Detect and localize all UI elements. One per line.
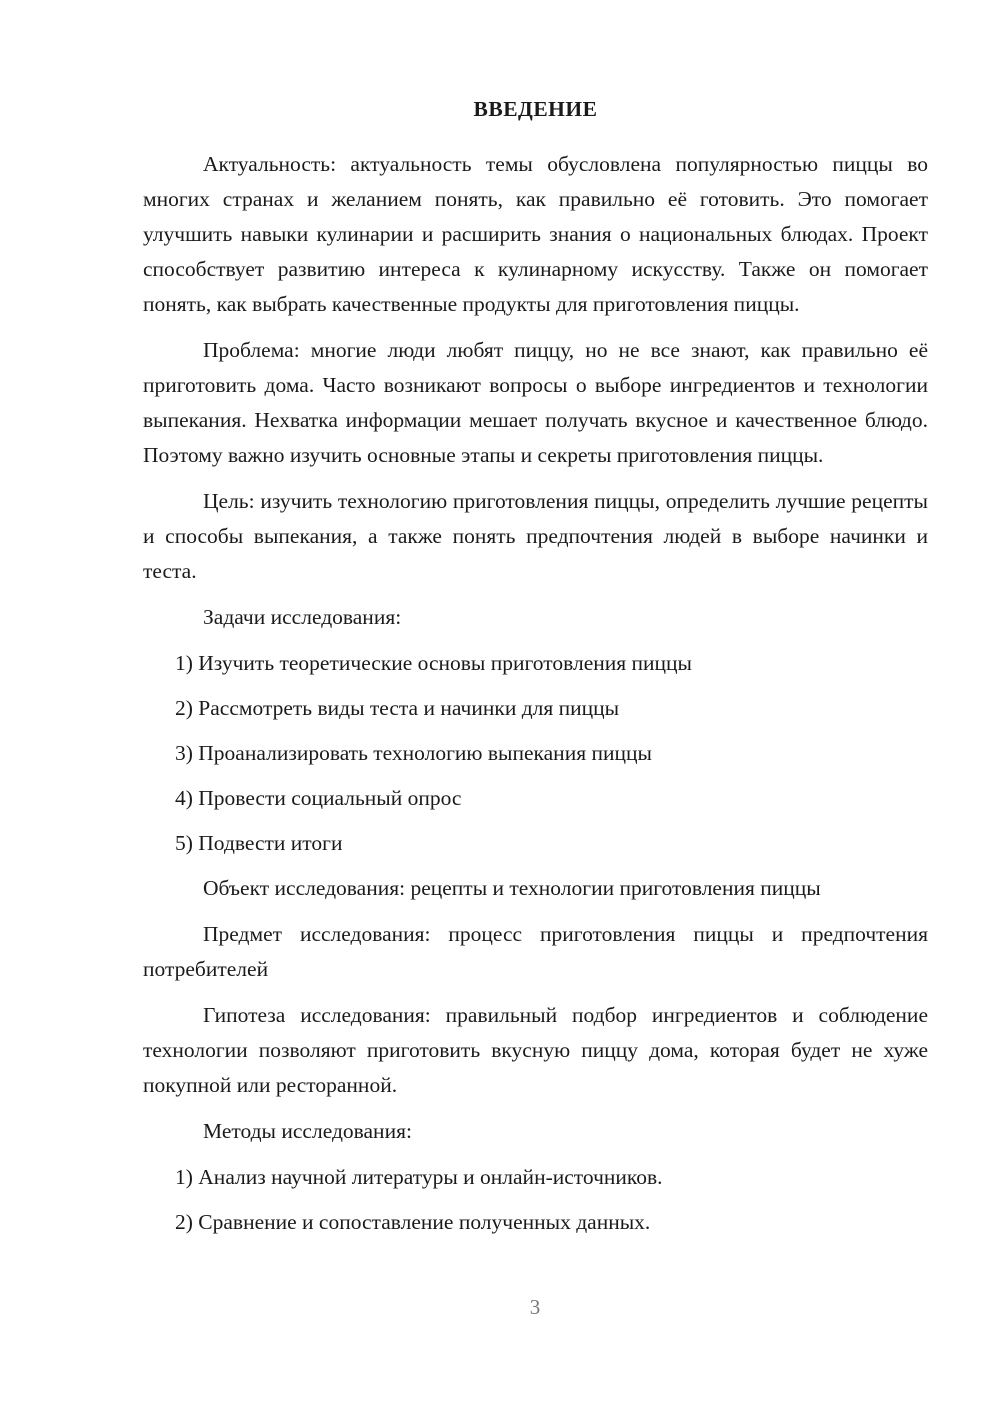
list-item: 4) Провести социальный опрос (175, 786, 462, 810)
object-paragraph: Объект исследования: рецепты и технологии приготовления пиццы (203, 876, 821, 900)
hypothesis-paragraph: Гипотеза исследования: правильный подбор ингредиентов и соблюдение технологии позволяют приготовить вкусную пиццу дома, которая будет не хуже покупной или ресторанной. (143, 1003, 928, 1097)
methods-heading: Методы исследования: (203, 1119, 412, 1143)
methods-list (143, 1160, 928, 1240)
tasks-list (143, 646, 928, 861)
problem-paragraph: Проблема: многие люди любят пиццу, но не все знают, как правильно её приготовить дома. Часто возникают вопросы о выборе ингредиентов и технологии выпекания. Нехватка информации мешает получать вкусное и качественное блюдо. Поэтому важно изучить основные этапы и секреты приготовления пиццы. (143, 338, 928, 467)
document-title: ВВЕДЕНИЕ (473, 97, 598, 121)
list-item: 1) Анализ научной литературы и онлайн-источников. (175, 1165, 663, 1189)
relevance-paragraph: Актуальность: актуальность темы обусловлена популярностью пиццы во многих странах и желанием понять, как правильно её готовить. Это помогает улучшить навыки кулинарии и расширить знания о национальных блюдах. Проект способствует развитию интереса к кулинарному искусству. Также он помогает понять, как выбрать качественные продукты для приготовления пиццы. (143, 152, 928, 316)
document-page (143, 92, 928, 1250)
subject-paragraph: Предмет исследования: процесс приготовления пиццы и предпочтения потребителей (143, 922, 928, 981)
page-number: 3 (529, 1295, 541, 1319)
list-item: 2) Сравнение и сопоставление полученных данных. (175, 1210, 651, 1234)
list-item: 3) Проанализировать технологию выпекания пиццы (175, 741, 652, 765)
goal-paragraph: Цель: изучить технологию приготовления пиццы, определить лучшие рецепты и способы выпекания, а также понять предпочтения людей в выборе начинки и теста. (143, 489, 928, 583)
tasks-heading: Задачи исследования: (203, 605, 402, 629)
list-item: 5) Подвести итоги (175, 831, 343, 855)
list-item: 1) Изучить теоретические основы приготовления пиццы (175, 651, 692, 675)
list-item: 2) Рассмотреть виды теста и начинки для пиццы (175, 696, 620, 720)
